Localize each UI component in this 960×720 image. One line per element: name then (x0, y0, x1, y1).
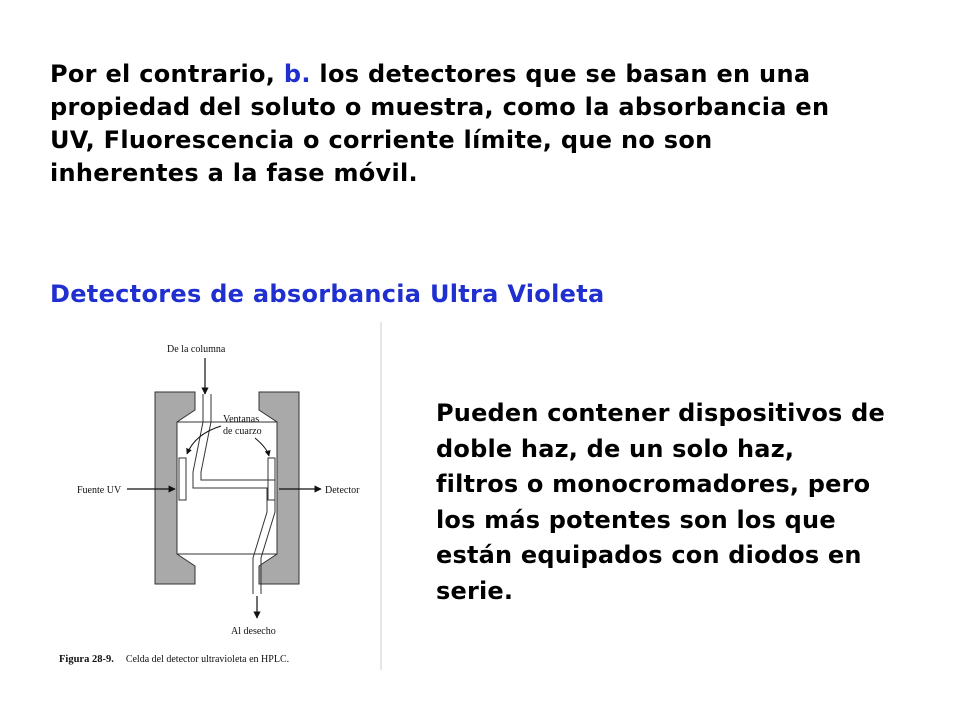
description-line-4: los más potentes son los que (436, 505, 836, 534)
description-line-1: Pueden contener dispositivos de (436, 399, 885, 427)
description-line-5: están equipados con diodos en (436, 541, 862, 569)
intro-line-3: UV, Fluorescencia o corriente límite, que no son (50, 126, 713, 154)
description-line-2: doble haz, de un solo haz, (436, 434, 795, 463)
intro-highlight: b. (283, 60, 311, 88)
windows-label-line2: de cuarzo (223, 426, 262, 437)
caption-text: Celda del detector ultravioleta en HPLC. (125, 654, 290, 665)
intro-rest: los detectores que se basan en una (310, 60, 811, 88)
description-paragraph (436, 396, 936, 609)
intro-line-4: inherentes a la fase móvil. (50, 159, 418, 187)
section-heading: Detectores de absorbancia Ultra Violeta (50, 280, 605, 308)
windows-label-line1: Ventanas (223, 414, 260, 425)
intro-prefix: Por el contrario, (50, 60, 284, 88)
intro-line-2: propiedad del soluto o muestra, como la absorbancia en (50, 93, 830, 121)
detector-label: Detector (325, 485, 360, 496)
intro-paragraph (50, 58, 930, 190)
intro-line-1 (50, 58, 930, 91)
quartz-window-left (179, 458, 186, 500)
uv-source-label: Fuente UV (77, 485, 122, 496)
figure-caption (59, 654, 289, 665)
quartz-window-right (268, 458, 275, 500)
caption-number: Figura 28-9. (59, 654, 114, 665)
inlet-label: De la columna (167, 344, 226, 355)
detector-cell-figure (55, 322, 383, 670)
waste-label: Al desecho (231, 626, 276, 637)
description-line-6: serie. (436, 576, 514, 605)
detector-cell-diagram (55, 322, 383, 670)
description-line-3: filtros o monocromadores, pero (436, 470, 871, 498)
